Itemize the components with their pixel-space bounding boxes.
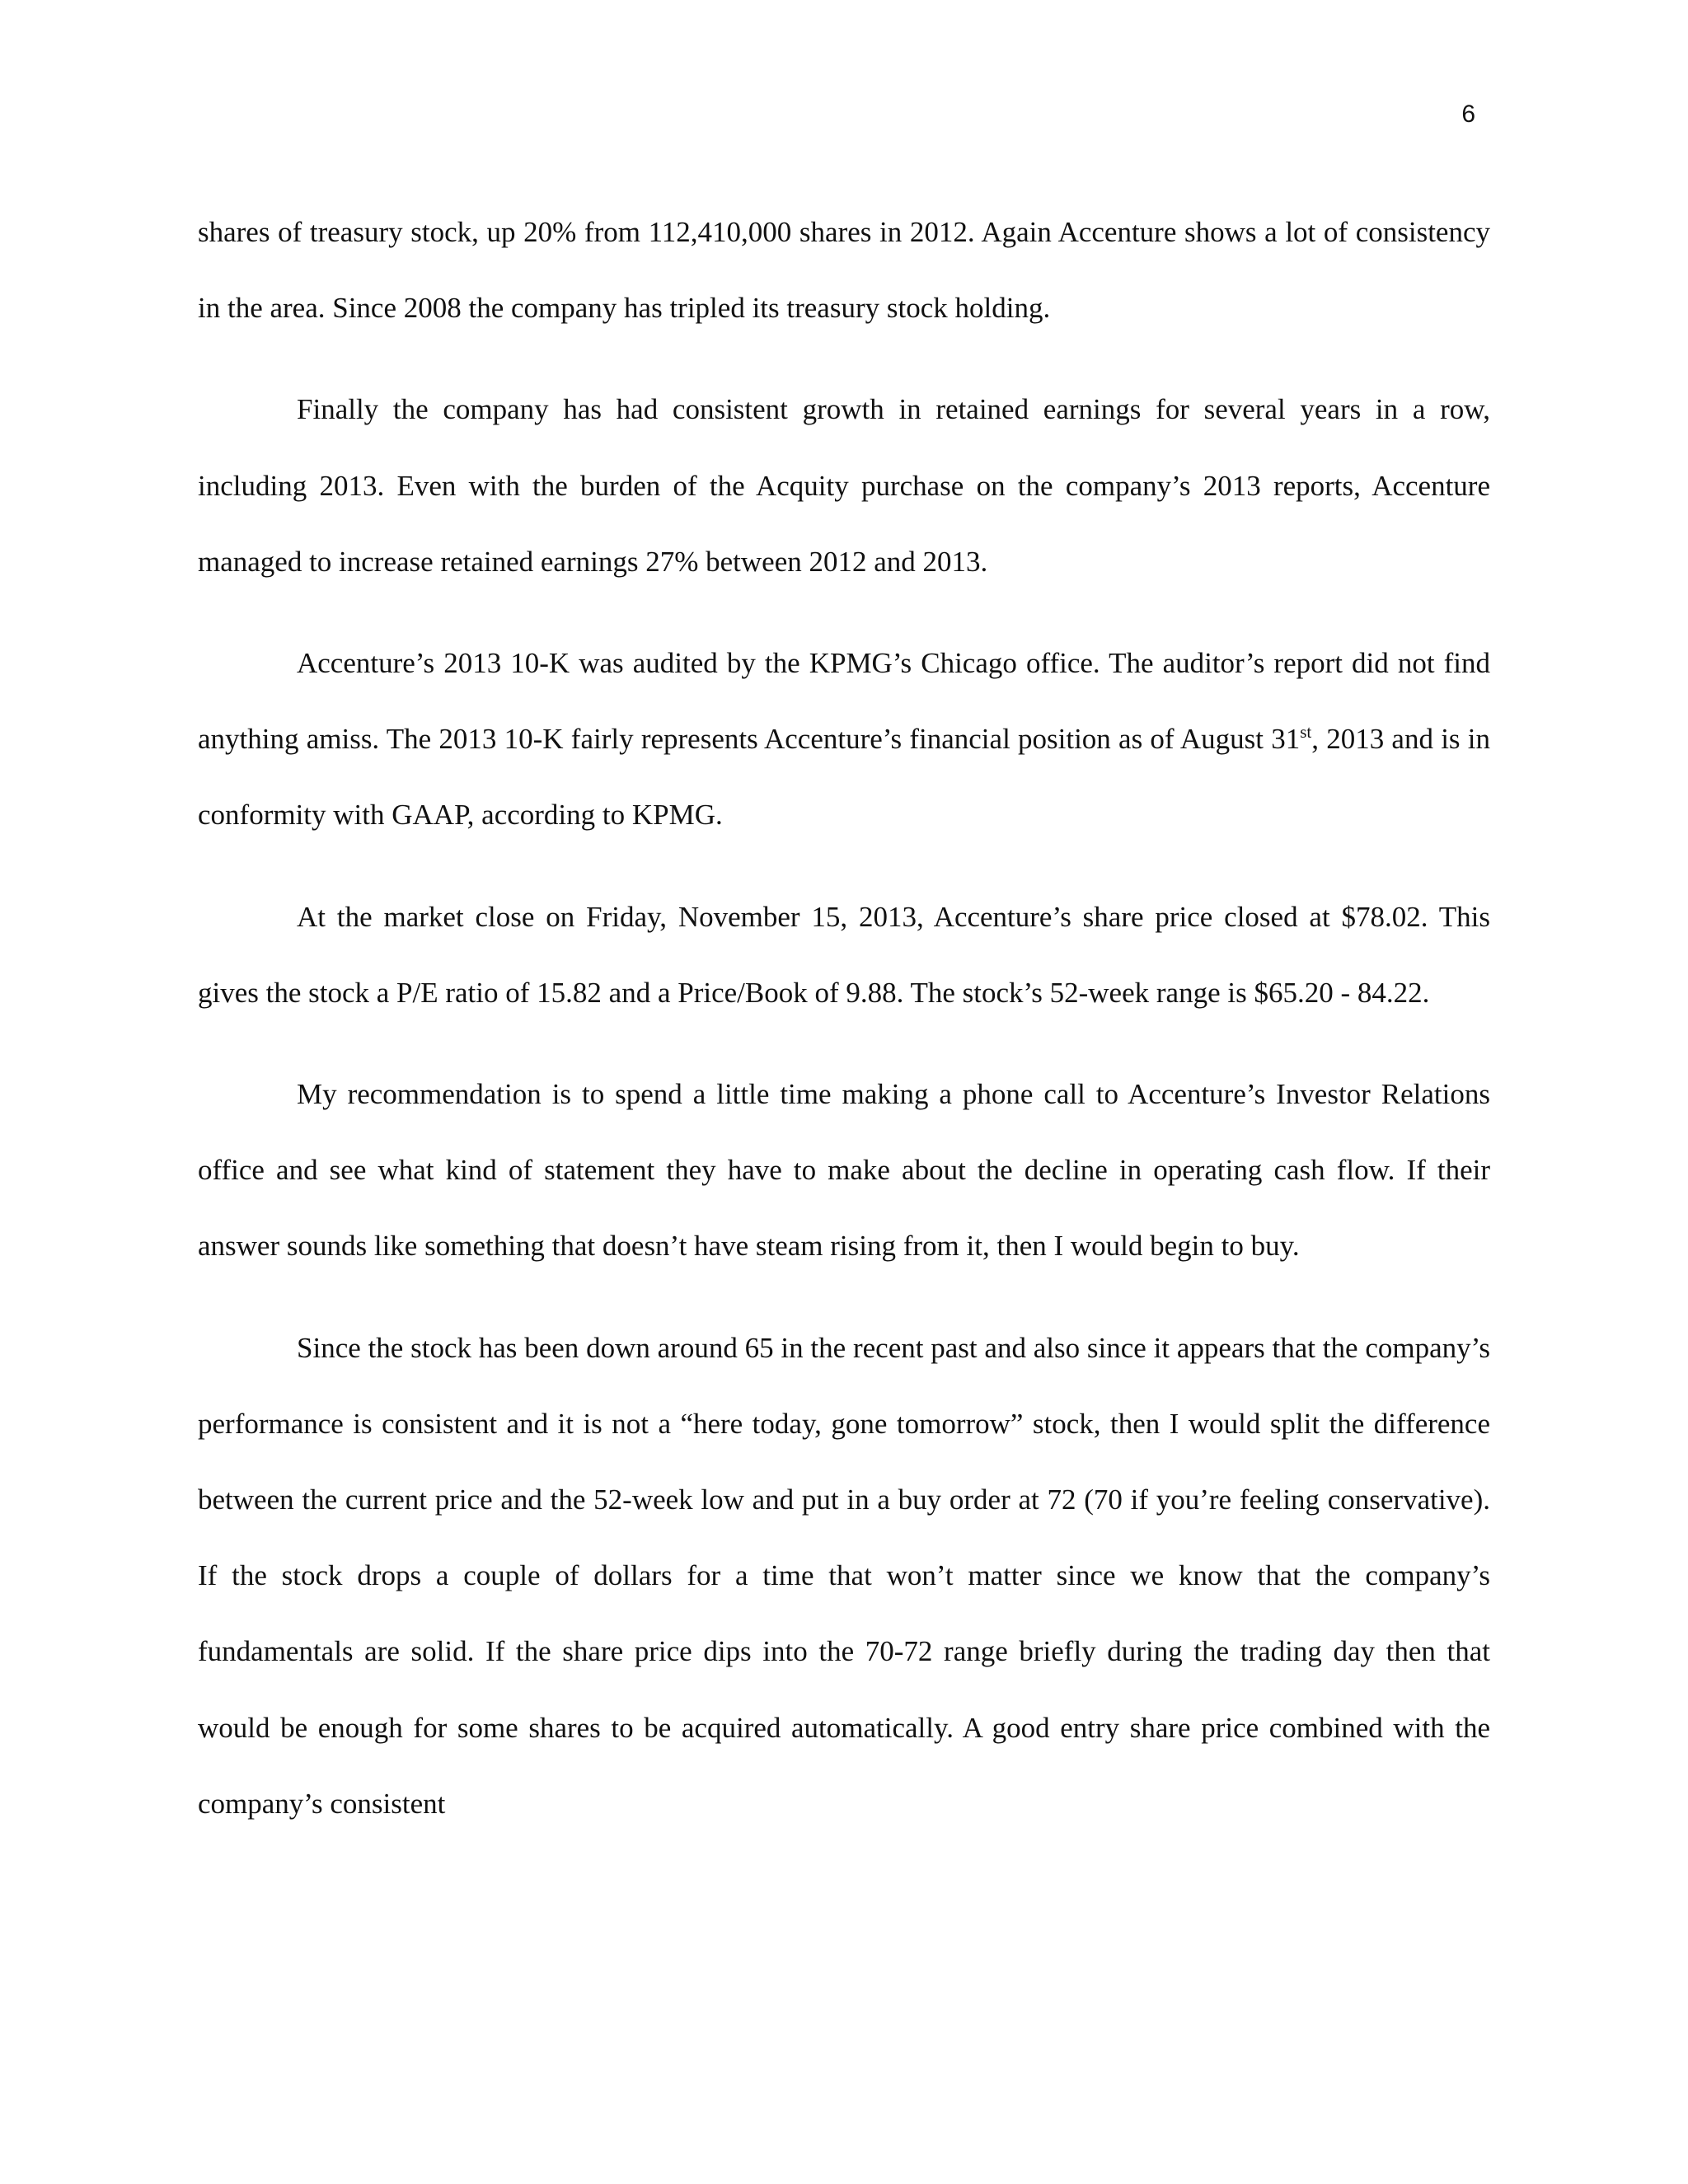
paragraph-recommendation (198, 1057, 1490, 1285)
paragraph-auditor-report (198, 626, 1490, 854)
paragraph-text: Finally the company has had consistent growth in retained earnings for several years in a row, including 2013. Even with the burden of the Acquity purchase on the company’s 2013 reports, Accenture managed to increase retained earnings 27% between 2012 and 2013. (198, 393, 1490, 578)
paragraph-share-price (198, 879, 1490, 1031)
paragraph-retained-earnings (198, 372, 1490, 600)
body-text (198, 194, 1490, 1868)
paragraph-text-continued: , 2013 and is in conformity with GAAP, according to KPMG. (198, 723, 1490, 832)
paragraph-text: Accenture’s 2013 10-K was audited by the KPMG’s Chicago office. The auditor’s report did not find anything amiss. The 2013 10-K fairly represents Accenture’s financial position as of August 31 (198, 647, 1490, 756)
paragraph-buy-order (198, 1310, 1490, 1842)
paragraph-treasury-stock (198, 194, 1490, 346)
ordinal-suffix: st (1300, 722, 1312, 743)
paragraph-text: At the market close on Friday, November 15, 2013, Accenture’s share price closed at $78.02. This gives the stock a P/E ratio of 15.82 and a Price/Book of 9.88. The stock’s 52-week range is $65.20 - 84.22. (198, 900, 1490, 1009)
paragraph-text: Since the stock has been down around 65 in the recent past and also since it appears that the company’s performance is consistent and it is not a “here today, gone tomorrow” stock, then I would split the difference between the current price and the 52-week low and put in a buy order at 72 (70 if you’re feeling conservative). If the stock drops a couple of dollars for a time that won’t matter since we know that the company’s fundamentals are solid. If the share price dips into the 70-72 range briefly during the trading day then that would be enough for some shares to be acquired automatically. A good entry share price combined with the company’s consistent (198, 1331, 1490, 1820)
paragraph-text: My recommendation is to spend a little time making a phone call to Accenture’s Investor Relations office and see what kind of statement they have to make about the decline in operating cash flow. If their answer sounds like something that doesn’t have steam rising from it, then I would begin to buy. (198, 1078, 1490, 1263)
page-number: 6 (1461, 101, 1475, 128)
paragraph-text: shares of treasury stock, up 20% from 112,410,000 shares in 2012. Again Accenture shows a lot of consistency in the area. Since 2008 the company has tripled its treasury stock holding. (198, 216, 1490, 325)
